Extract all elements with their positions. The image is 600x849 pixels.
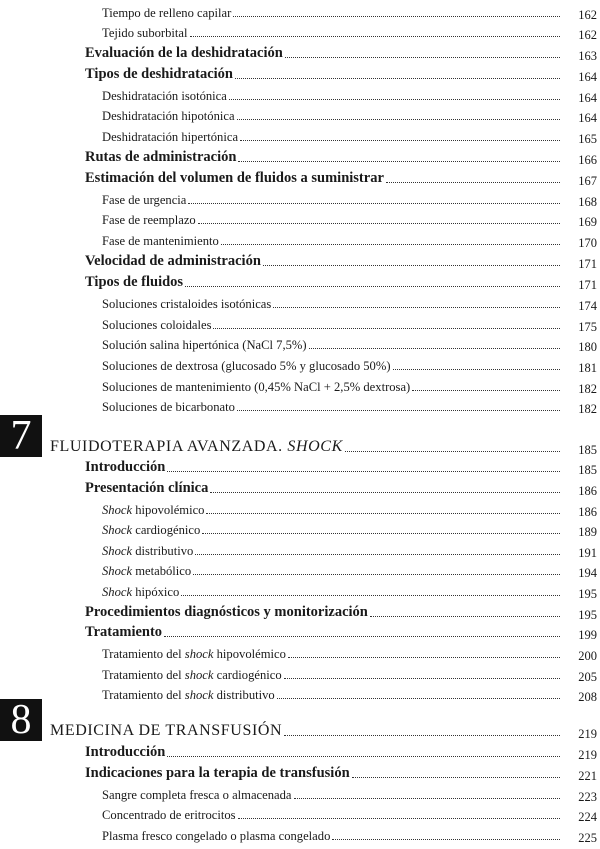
page-number: 224 [578, 809, 597, 824]
page-number: 163 [578, 48, 597, 63]
entry-title-part: hipovolémico [213, 647, 286, 661]
entry-title [102, 829, 330, 844]
subsection-entry[interactable] [0, 397, 600, 415]
page-number: 182 [578, 381, 597, 396]
page-number: 195 [578, 607, 597, 622]
leader-dots [221, 244, 560, 245]
entry-title [102, 109, 235, 124]
entry-title-part: Deshidratación isotónica [102, 89, 227, 103]
entry-title [102, 318, 211, 333]
section-entry[interactable] [0, 458, 600, 476]
leader-dots [198, 223, 560, 224]
entry-title-part: Evaluación de la deshidratación [85, 45, 283, 61]
section-entry[interactable] [0, 743, 600, 761]
entry-title-italic: Shock [102, 523, 133, 537]
entry-title [85, 66, 233, 83]
entry-title-part: distributivo [132, 544, 194, 558]
leader-dots [229, 99, 560, 100]
entry-title [85, 480, 208, 497]
subsection-entry[interactable] [0, 127, 600, 145]
entry-title-part: Introducción [85, 744, 166, 760]
entry-title-part: Deshidratación hipertónica [102, 130, 239, 144]
entry-title [102, 338, 307, 353]
page-number: 164 [578, 110, 597, 125]
subsection-entry[interactable] [0, 785, 600, 803]
leader-dots [193, 574, 560, 575]
page-number: 174 [578, 298, 597, 313]
entry-title [85, 149, 236, 166]
leader-dots [237, 410, 560, 411]
subsection-entry[interactable] [0, 106, 600, 124]
entry-title-part: Tipos de fluidos [85, 274, 184, 290]
entry-title-italic: SHOCK [287, 438, 343, 455]
subsection-entry[interactable] [0, 86, 600, 104]
page-number: 181 [578, 360, 597, 375]
subsection-entry[interactable] [0, 23, 600, 41]
entry-title [102, 213, 196, 228]
entry-title-part: Tipos de deshidratación [85, 66, 233, 82]
entry-title [85, 170, 384, 187]
page-number: 164 [578, 90, 597, 105]
leader-dots [386, 182, 560, 183]
chapter-number-badge: 8 [0, 699, 42, 741]
subsection-entry[interactable] [0, 520, 600, 538]
subsection-entry[interactable] [0, 210, 600, 228]
subsection-entry[interactable] [0, 500, 600, 518]
entry-title [102, 688, 275, 703]
entry-title-part: Fase de mantenimiento [102, 234, 219, 248]
page-number: 166 [578, 152, 597, 167]
entry-title [50, 438, 343, 456]
section-entry[interactable] [0, 479, 600, 497]
leader-dots [288, 657, 560, 658]
leader-dots [284, 678, 560, 679]
leader-dots [202, 533, 560, 534]
entry-title-italic: Shock [102, 564, 133, 578]
page-number: 219 [578, 747, 597, 762]
leader-dots [345, 451, 560, 452]
entry-title-part: Procedimientos diagnósticos y monitorización [85, 604, 368, 620]
entry-title-part: Concentrado de eritrocitos [102, 808, 236, 822]
entry-title [85, 274, 183, 291]
section-entry[interactable] [0, 603, 600, 621]
section-entry[interactable] [0, 764, 600, 782]
page-number: 175 [578, 319, 597, 334]
page-number: 185 [578, 462, 597, 477]
entry-title [50, 722, 282, 740]
entry-title [102, 585, 179, 600]
entry-title-part: Estimación del volumen de fluidos a suministrar [85, 170, 384, 186]
page-number: 171 [578, 256, 597, 271]
leader-dots [206, 513, 560, 514]
entry-title [102, 89, 227, 104]
entry-title-part: Velocidad de administración [85, 253, 261, 269]
leader-dots [294, 798, 560, 799]
entry-title [85, 624, 162, 641]
entry-title [85, 744, 165, 761]
page-number: 223 [578, 789, 597, 804]
entry-title-part: Soluciones de mantenimiento (0,45% NaCl + 2,5% dextrosa) [102, 380, 411, 394]
leader-dots [188, 203, 560, 204]
leader-dots [284, 735, 560, 736]
subsection-entry[interactable] [0, 356, 600, 374]
leader-dots [238, 818, 560, 819]
page-number: 182 [578, 401, 597, 416]
entry-title [102, 564, 191, 579]
subsection-entry[interactable] [0, 315, 600, 333]
page-number: 186 [578, 483, 597, 498]
entry-title-part: Soluciones de bicarbonato [102, 400, 235, 414]
page-number: 167 [578, 173, 597, 188]
entry-title-part: distributivo [213, 688, 275, 702]
entry-title-part: Introducción [85, 459, 166, 475]
entry-title-part: Fase de reemplazo [102, 213, 196, 227]
leader-dots [238, 161, 560, 162]
page-number: 208 [578, 689, 597, 704]
entry-title [102, 130, 238, 145]
entry-title-italic: Shock [102, 503, 133, 517]
page-number: 164 [578, 69, 597, 84]
subsection-entry[interactable] [0, 805, 600, 823]
leader-dots [412, 390, 560, 391]
entry-title-italic: Shock [102, 544, 133, 558]
entry-title [102, 297, 271, 312]
page-number: 189 [578, 524, 597, 539]
leader-dots [352, 777, 560, 778]
entry-title-part: MEDICINA DE TRANSFUSIÓN [50, 722, 283, 739]
leader-dots [181, 595, 560, 596]
page-number: 180 [578, 339, 597, 354]
subsection-entry[interactable] [0, 294, 600, 312]
leader-dots [240, 140, 560, 141]
entry-title [102, 359, 391, 374]
page-number: 168 [578, 194, 597, 209]
subsection-entry[interactable] [0, 561, 600, 579]
leader-dots [393, 369, 560, 370]
subsection-entry[interactable] [0, 335, 600, 353]
entry-title [85, 459, 165, 476]
chapter-number-badge: 7 [0, 415, 42, 457]
entry-title-part: Rutas de administración [85, 149, 237, 165]
leader-dots [167, 756, 560, 757]
leader-dots [210, 492, 560, 493]
subsection-entry[interactable] [0, 582, 600, 600]
leader-dots [167, 471, 560, 472]
page-number: 162 [578, 7, 597, 22]
entry-title-part: Tratamiento del [102, 688, 185, 702]
section-entry[interactable] [0, 148, 600, 166]
page-number: 205 [578, 669, 597, 684]
entry-title-italic: shock [184, 647, 214, 661]
entry-title-part: Deshidratación hipotónica [102, 109, 235, 123]
entry-title [102, 380, 410, 395]
leader-dots [285, 57, 560, 58]
entry-title-part: Soluciones coloidales [102, 318, 212, 332]
chapter-entry[interactable] [0, 432, 600, 456]
entry-title-part: hipóxico [132, 585, 180, 599]
section-entry[interactable] [0, 623, 600, 641]
page-number: 165 [578, 131, 597, 146]
entry-title-part: Sangre completa fresca o almacenada [102, 788, 292, 802]
entry-title [102, 193, 186, 208]
subsection-entry[interactable] [0, 665, 600, 683]
entry-title-part: FLUIDOTERAPIA AVANZADA. [50, 438, 288, 455]
page-number: 200 [578, 648, 597, 663]
entry-title-part: Tiempo de relleno capilar [102, 6, 232, 20]
entry-title-italic: shock [184, 668, 214, 682]
page-number: 162 [578, 27, 597, 42]
page-number: 185 [578, 442, 597, 457]
leader-dots [195, 554, 560, 555]
entry-title-part: Soluciones cristaloides isotónicas [102, 297, 272, 311]
subsection-entry[interactable] [0, 541, 600, 559]
entry-title [102, 400, 235, 415]
entry-title [85, 765, 350, 782]
subsection-entry[interactable] [0, 685, 600, 703]
entry-title [102, 503, 204, 518]
leader-dots [164, 636, 560, 637]
entry-title [85, 604, 368, 621]
leader-dots [213, 328, 560, 329]
entry-title [102, 544, 193, 559]
subsection-entry[interactable] [0, 190, 600, 208]
entry-title [102, 647, 286, 662]
leader-dots [235, 78, 560, 79]
entry-title-part: Presentación clínica [85, 480, 209, 496]
entry-title-part: hipovolémico [132, 503, 205, 517]
entry-title-part: Indicaciones para la terapia de transfusión [85, 765, 350, 781]
chapter-entry[interactable] [0, 716, 600, 740]
section-entry[interactable] [0, 65, 600, 83]
page-number: 169 [578, 214, 597, 229]
entry-title [102, 523, 200, 538]
leader-dots [332, 839, 560, 840]
leader-dots [370, 616, 560, 617]
entry-title-part: Tratamiento del [102, 647, 185, 661]
entry-title-italic: shock [184, 688, 214, 702]
subsection-entry[interactable] [0, 377, 600, 395]
page-number: 194 [578, 565, 597, 580]
page-number: 225 [578, 830, 597, 845]
entry-title-part: Soluciones de dextrosa (glucosado 5% y glucosado 50%) [102, 359, 391, 373]
entry-title-part: Tratamiento [85, 624, 163, 640]
entry-title [85, 253, 261, 270]
page-number: 219 [578, 726, 597, 741]
entry-title [102, 26, 188, 41]
entry-title-italic: Shock [102, 585, 133, 599]
leader-dots [277, 698, 560, 699]
leader-dots [233, 16, 560, 17]
subsection-entry[interactable] [0, 3, 600, 21]
leader-dots [185, 286, 560, 287]
entry-title [102, 668, 282, 683]
page-number: 199 [578, 627, 597, 642]
section-entry[interactable] [0, 44, 600, 62]
leader-dots [190, 36, 560, 37]
entry-title [102, 234, 219, 249]
page-number: 191 [578, 545, 597, 560]
entry-title-part: Solución salina hipertónica (NaCl 7,5%) [102, 338, 307, 352]
entry-title-part: Tejido suborbital [102, 26, 188, 40]
section-entry[interactable] [0, 169, 600, 187]
section-entry[interactable] [0, 252, 600, 270]
page-number: 221 [578, 768, 597, 783]
subsection-entry[interactable] [0, 644, 600, 662]
leader-dots [237, 119, 560, 120]
entry-title [102, 6, 231, 21]
page-number: 170 [578, 235, 597, 250]
entry-title-part: Tratamiento del [102, 668, 185, 682]
entry-title-part: cardiogénico [132, 523, 201, 537]
entry-title-part: Plasma fresco congelado o plasma congelado [102, 829, 331, 843]
entry-title [85, 45, 283, 62]
entry-title [102, 788, 292, 803]
page-number: 195 [578, 586, 597, 601]
subsection-entry[interactable] [0, 231, 600, 249]
entry-title-part: Fase de urgencia [102, 193, 187, 207]
entry-title-part: cardiogénico [213, 668, 282, 682]
section-entry[interactable] [0, 273, 600, 291]
page-number: 186 [578, 504, 597, 519]
page-number: 171 [578, 277, 597, 292]
entry-title-part: metabólico [132, 564, 192, 578]
entry-title [102, 808, 236, 823]
leader-dots [263, 265, 560, 266]
leader-dots [273, 307, 560, 308]
leader-dots [309, 348, 560, 349]
subsection-entry[interactable] [0, 826, 600, 844]
